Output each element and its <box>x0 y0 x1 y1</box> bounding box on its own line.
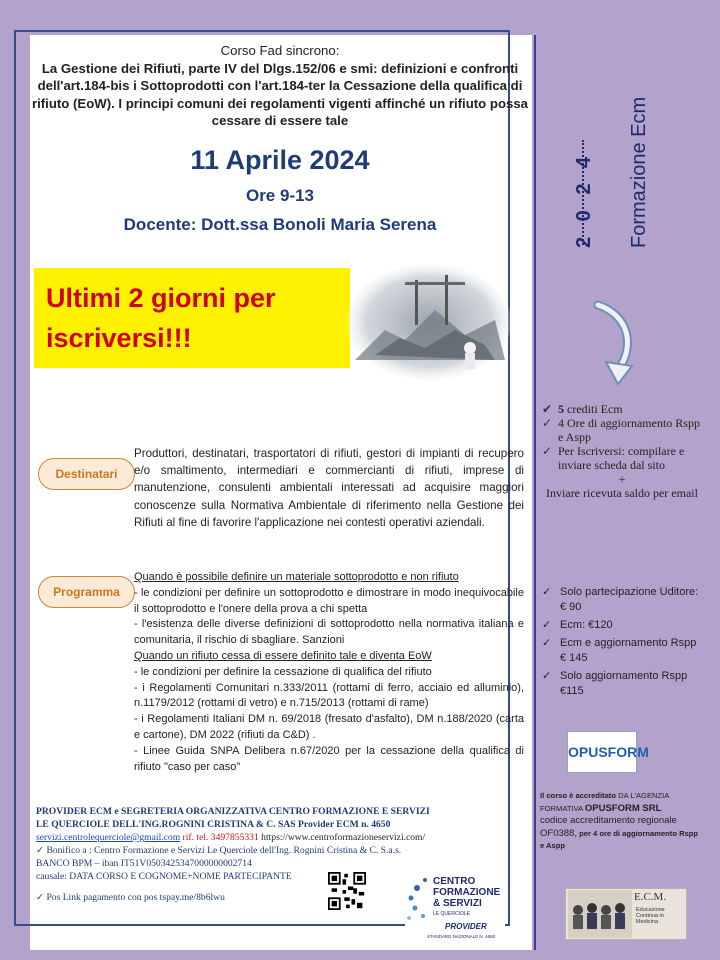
provider-causale: causale: DATA CORSO E COGNOME+NOME PARTECIPANTE <box>36 871 292 882</box>
provider-line1: PROVIDER ECM e SEGRETERIA ORGANIZZATIVA CENTRO FORMAZIONE E SERVIZI <box>36 806 430 817</box>
ecm-people-icon <box>568 890 632 938</box>
programma-item-5: - i Regolamenti Italiani DM n. 69/2018 (fresato d'asfalto), DM n.188/2020 (carta e cartone), DM 2022 (rifiuti da C&D) . <box>134 713 524 741</box>
price-list <box>542 585 702 702</box>
provider-website-link[interactable]: https://www.centroformazioneservizi.com/ <box>258 832 426 843</box>
destinatari-badge: Destinatari <box>38 458 135 490</box>
programma-badge: Programma <box>38 576 135 608</box>
provider-bank: BANCO BPM – iban IT51V0503425347000000002714 <box>36 858 252 869</box>
checkmark-icon: ✓ <box>36 845 47 856</box>
checkmark-icon: ✓ <box>542 416 553 430</box>
cf-logo-line3: & SERVIZI <box>433 898 482 909</box>
course-type: Corso Fad sincrono: <box>220 43 340 58</box>
price-rspp: Solo aggiornamento Rspp €115 <box>560 670 688 697</box>
enroll-label: Per Iscriversi: compilare e inviare scheda dal sito <box>558 444 685 472</box>
price-ecm-rspp: Ecm e aggiornamento Rspp € 145 <box>560 637 697 664</box>
side-info-list <box>542 402 702 500</box>
price-ecm: Ecm: €120 <box>560 619 613 631</box>
opusform-logo-text: OPUSFORM <box>568 744 649 760</box>
programma-item-1: - le condizioni per definire un sottoprodotto e dimostrare in modo inequivocabile il sottoprodotto e l'onere della prova a chi spetta <box>134 586 524 615</box>
checkmark-icon: ✓ <box>36 892 47 903</box>
side-year: 2 0 2 4 <box>573 151 595 248</box>
checkmark-icon: ✓ <box>542 637 552 649</box>
accr-line2: OPUSFORM SRL <box>584 802 662 814</box>
checkmark-icon: ✓ <box>542 619 552 631</box>
side-title: Formazione Ecm <box>628 96 650 248</box>
accreditation-info <box>540 790 702 853</box>
plus-label: + <box>618 472 626 486</box>
centro-formazione-logo <box>405 868 505 946</box>
qr-code-icon <box>328 872 366 910</box>
accr-line3: codice accreditamento regionale OF0388, <box>540 815 677 839</box>
course-time: Ore 9-13 <box>245 186 315 205</box>
provider-email-link[interactable]: servizi.centrolequerciole@gmail.com <box>36 832 181 843</box>
ecm-logo-subtitle: Educazione Continua in Medicina <box>636 907 665 925</box>
checkmark-icon: ✓ <box>542 444 553 458</box>
destinatari-text: Produttori, destinatari, trasportatori di rifiuti, gestori di impianti di recupero e/o smaltimento, intermediari e commercianti di rifiuti, imprese di manutenzione, consulenti ambientali interessati ad acquisire maggiori conoscenze sulla Normativa Ambientale di riferimento nella Gestione dei Rifiuti al fine di favorire l'applicazione nei contesti operativi aziendali. <box>134 447 524 529</box>
provider-phone: rif. tel. 3497855331 <box>180 832 259 843</box>
programma-item-6: - Linee Guida SNPA Delibera n.67/2020 per la cessazione della qualifica di rifiuto "caso per caso" <box>134 744 524 773</box>
programma-heading-1: Quando è possibile definire un materiale sottoprodotto e non rifiuto <box>134 571 459 583</box>
accr-line1b: DA L'AGENZIA FORMATIVA <box>540 791 669 813</box>
curved-arrow-icon <box>588 300 643 388</box>
course-header <box>30 42 530 130</box>
urgent-line1: Ultimi 2 giorni per <box>46 283 276 313</box>
programma-heading-2: Quando un rifiuto cessa di essere definito tale e diventa EoW <box>134 649 432 662</box>
cf-logo-line1: CENTRO <box>433 876 476 887</box>
provider-line2: LE QUERCIOLE DELL'ING.ROGNINI CRISTINA & C. SAS Provider ECM n. 4650 <box>36 819 391 830</box>
accr-line4: per 4 ore di aggiornamento Rspp e Aspp <box>540 828 699 850</box>
price-uditore: Solo partecipazione Uditore:€ 90 <box>560 586 699 613</box>
urgent-line2: iscriversi!!! <box>46 323 192 353</box>
programma-item-2: - l'esistenza delle diverse definizioni di sottoprodotto nella normativa italiana e comunitaria, il rischio di sbagliare. Sanzioni <box>134 618 524 647</box>
programma-item-4: - i Regolamenti Comunitari n.333/2011 (rottami di ferro, acciaio ed alluminio), n.1179/2012 (rottami di vetro) e n.715/2013 (rottami di rame) <box>134 681 524 710</box>
cf-logo-provider: PROVIDER <box>445 922 487 931</box>
course-teacher: Docente: Dott.ssa Bonoli Maria Serena <box>123 215 437 234</box>
credits-number: 5 <box>558 402 564 416</box>
cf-logo-line4: LE QUERCIOLE <box>433 911 470 917</box>
hours-label: 4 Ore di aggiornamento Rspp e Aspp <box>558 416 700 444</box>
course-title: La Gestione dei Rifiuti, parte IV del Dlgs.152/06 e smi: definizioni e confronti dell'art.184-bis i Sottoprodotti con l'art.184-ter la Cessazione della qualifica di rifiuto (EoW). I principi comuni dei regolamenti vigenti affinché un rifiuto possa cessare di essere tale <box>31 60 529 128</box>
waste-photo <box>345 260 513 380</box>
provider-pos-link[interactable]: Pos Link pagamento con pos tspay.me/8b6lwu <box>46 892 225 903</box>
accr-line1: Il corso è accreditato <box>540 791 616 800</box>
opusform-logo <box>567 731 649 773</box>
receipt-label: Inviare ricevuta saldo per email <box>546 486 698 500</box>
cf-logo-standard: STANDARD NAZIONALE N. 4650 <box>427 934 496 939</box>
programma-item-3: - le condizioni per definire la cessazione di qualifica del rifiuto <box>134 665 432 678</box>
checkmark-icon: ✔ <box>542 402 553 416</box>
provider-bonifico: Bonifico a : Centro Formazione e Servizi Le Querciole dell'Ing. Rognini Cristina & C. S.a.s. <box>46 845 402 856</box>
cf-logo-line2: FORMAZIONE <box>433 887 501 898</box>
checkmark-icon: ✓ <box>542 586 552 598</box>
ecm-logo <box>565 888 687 940</box>
course-date: 11 Aprile 2024 <box>190 145 370 175</box>
urgent-banner <box>34 268 350 368</box>
programma-text <box>134 570 524 775</box>
credits-label: crediti Ecm <box>564 402 623 416</box>
ecm-logo-title: E.C.M. <box>634 891 667 903</box>
checkmark-icon: ✓ <box>542 670 552 682</box>
